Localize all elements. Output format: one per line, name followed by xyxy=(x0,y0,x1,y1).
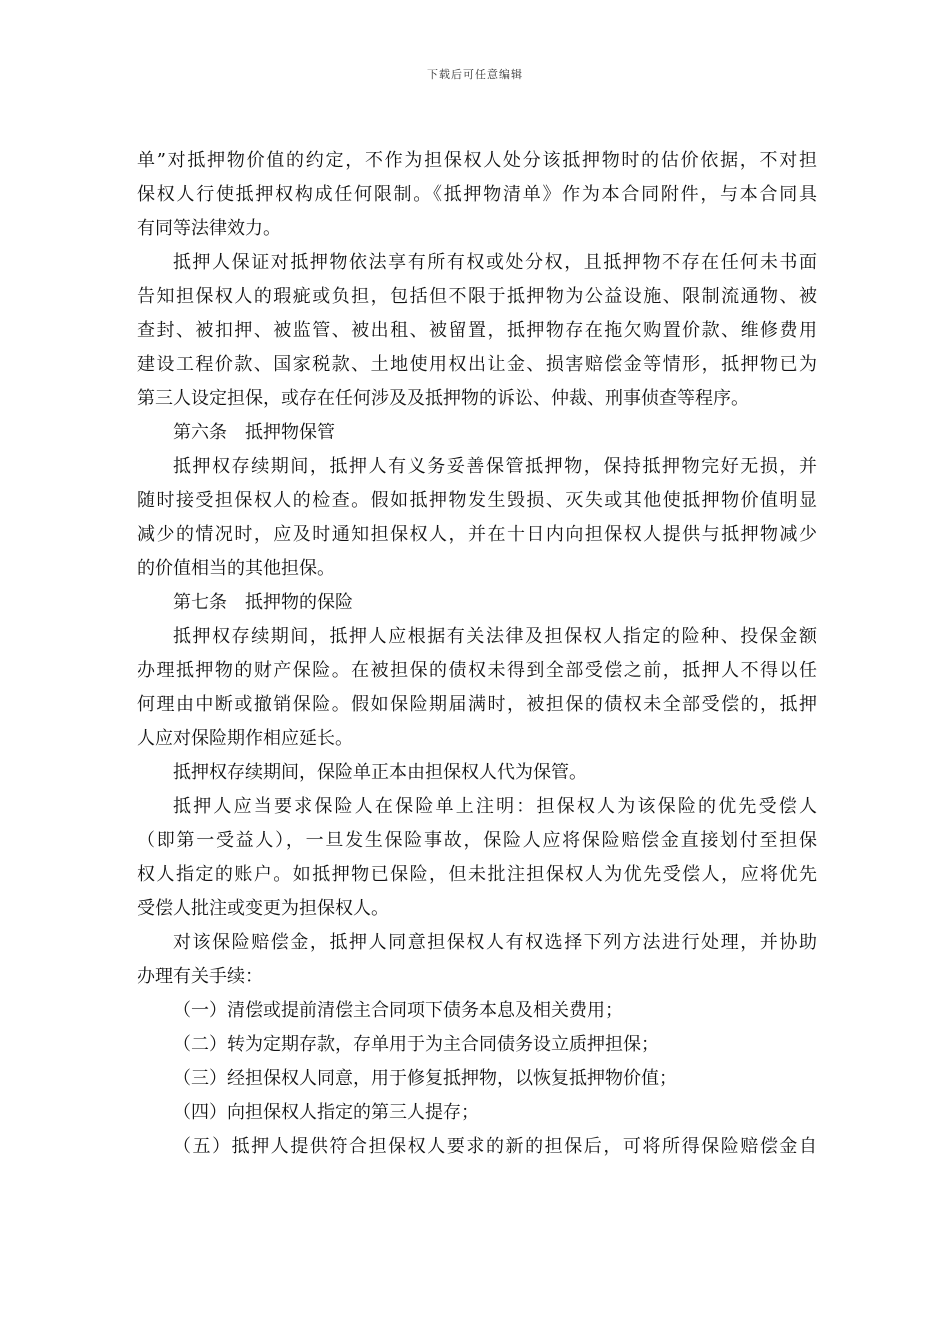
list-item: （四）向担保权人指定的第三人提存； xyxy=(173,1102,479,1123)
list-item: （一）清偿或提前清偿主合同项下债务本息及相关费用； xyxy=(173,1000,623,1021)
text-line: 有同等法律效力。 xyxy=(137,218,281,239)
text-line: 权人指定的账户。如抵押物已保险，但未批注担保权人为优先受偿人，应将优先 xyxy=(137,864,817,885)
text-line: 办理有关手续： xyxy=(137,966,263,987)
list-item: （五）抵押人提供符合担保权人要求的新的担保后，可将所得保险赔偿金自 xyxy=(173,1136,817,1157)
text-line: 告知担保权人的瑕疵或负担，包括但不限于抵押物为公益设施、限制流通物、被 xyxy=(137,286,817,307)
text-line: 减少的情况时，应及时通知担保权人，并在十日内向担保权人提供与抵押物减少 xyxy=(137,524,817,545)
text-line: 建设工程价款、国家税款、土地使用权出让金、损害赔偿金等情形，抵押物已为 xyxy=(137,354,817,375)
text-line: 第三人设定担保，或存在任何涉及及抵押物的诉讼、仲裁、刑事侦查等程序。 xyxy=(137,388,749,409)
text-line: （即第一受益人），一旦发生保险事故，保险人应将保险赔偿金直接划付至担保 xyxy=(137,830,817,851)
text-line: 保权人行使抵押权构成任何限制。《抵押物清单》作为本合同附件，与本合同具 xyxy=(137,184,817,205)
article-heading: 第七条 抵押物的保险 xyxy=(173,592,353,613)
text-line: 单”对抵押物价值的约定，不作为担保权人处分该抵押物时的估价依据，不对担 xyxy=(137,150,817,171)
text-line: 随时接受担保权人的检查。假如抵押物发生毁损、灭失或其他使抵押物价值明显 xyxy=(137,490,817,511)
text-line: 的价值相当的其他担保。 xyxy=(137,558,335,579)
paragraph-first-line: 抵押权存续期间，抵押人应根据有关法律及担保权人指定的险种、投保金额 xyxy=(173,626,817,647)
document-body xyxy=(137,144,817,1164)
text-line: 办理抵押物的财产保险。在被担保的债权未得到全部受偿之前，抵押人不得以任 xyxy=(137,660,817,681)
list-item: （三）经担保权人同意，用于修复抵押物，以恢复抵押物价值； xyxy=(173,1068,677,1089)
article-heading: 第六条 抵押物保管 xyxy=(173,422,335,443)
text-line: 人应对保险期作相应延长。 xyxy=(137,728,353,749)
text-line: 何理由中断或撤销保险。假如保险期届满时，被担保的债权未全部受偿的，抵押 xyxy=(137,694,817,715)
page-header: 下载后可任意编辑 xyxy=(427,68,523,81)
paragraph-first-line: 抵押人应当要求保险人在保险单上注明：担保权人为该保险的优先受偿人 xyxy=(173,796,817,817)
paragraph-first-line: 抵押权存续期间，抵押人有义务妥善保管抵押物，保持抵押物完好无损，并 xyxy=(173,456,817,477)
list-item: （二）转为定期存款，存单用于为主合同债务设立质押担保； xyxy=(173,1034,659,1055)
paragraph-first-line: 抵押人保证对抵押物依法享有所有权或处分权，且抵押物不存在任何未书面 xyxy=(173,252,817,273)
text-line: 受偿人批注或变更为担保权人。 xyxy=(137,898,389,919)
paragraph-first-line: 抵押权存续期间，保险单正本由担保权人代为保管。 xyxy=(173,762,587,783)
text-line: 查封、被扣押、被监管、被出租、被留置，抵押物存在拖欠购置价款、维修费用 xyxy=(137,320,817,341)
paragraph-first-line: 对该保险赔偿金，抵押人同意担保权人有权选择下列方法进行处理，并协助 xyxy=(173,932,817,953)
